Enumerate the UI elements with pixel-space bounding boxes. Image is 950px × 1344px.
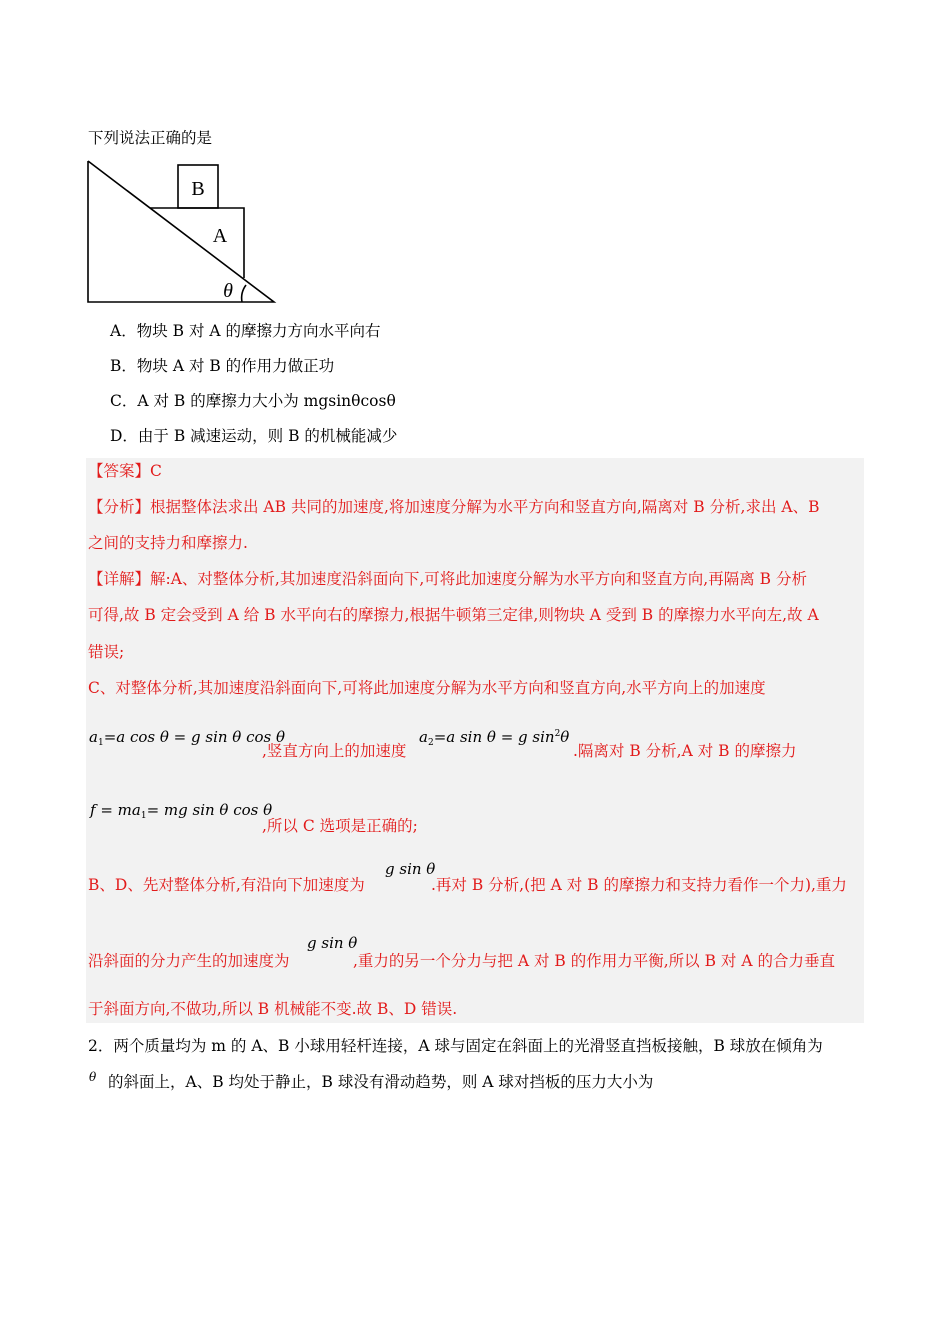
- option-a: A．物块 B 对 A 的摩擦力方向水平向右: [110, 322, 381, 340]
- angle-label: θ: [223, 280, 233, 302]
- block-a-label: A: [212, 225, 228, 247]
- c-text-vertical-acc: ,竖直方向上的加速度: [262, 742, 407, 760]
- bd-line-2a: 沿斜面的分力产生的加速度为: [88, 952, 290, 970]
- answer-line: 【答案】C: [88, 462, 162, 480]
- bd-line-2b: ,重力的另一个分力与把 A 对 B 的作用力平衡,所以 B 对 A 的合力垂直: [353, 952, 835, 970]
- bd-line-3: 于斜面方向,不做功,所以 B 机械能不变.故 B、D 错误.: [88, 1000, 458, 1018]
- formula-a1: $a_1=a$ cos θ = g sin θ cos θ: [89, 728, 286, 748]
- analysis-line-2: 之间的支持力和摩擦力.: [88, 534, 248, 552]
- c-conclusion: ,所以 C 选项是正确的;: [262, 817, 418, 835]
- c-text-friction: .隔离对 B 分析,A 对 B 的摩擦力: [573, 742, 797, 760]
- detail-line-1: 【详解】解:A、对整体分析,其加速度沿斜面向下,可将此加速度分解为水平方向和竖直方向,再隔离 B 分析: [88, 570, 807, 588]
- question-stem: 下列说法正确的是: [88, 129, 213, 147]
- bd-line-1b: .再对 B 分析,(把 A 对 B 的摩擦力和支持力看作一个力),重力: [431, 876, 847, 894]
- formula-gsin-1: g sin θ: [385, 860, 436, 878]
- angle-arc: [242, 285, 246, 302]
- question-2-theta: θ: [89, 1070, 97, 1084]
- detail-line-2: 可得,故 B 定会受到 A 给 B 水平向右的摩擦力,根据牛顿第三定律,则物块 A 受到 B 的摩擦力水平向左,故 A: [88, 606, 819, 624]
- analysis-line-1: 【分析】根据整体法求出 AB 共同的加速度,将加速度分解为水平方向和竖直方向,隔离对 B 分析,求出 A、B: [88, 498, 820, 516]
- formula-a2: $a_2=a$ sin θ = g $\sin^2\theta$: [419, 728, 570, 748]
- incline-figure: [80, 155, 280, 307]
- c-analysis-line-1: C、对整体分析,其加速度沿斜面向下,可将此加速度分解为水平方向和竖直方向,水平方向上的加速度: [88, 679, 766, 697]
- block-b-label: B: [191, 178, 205, 200]
- option-b: B．物块 A 对 B 的作用力做正功: [110, 357, 335, 375]
- option-d: D．由于 B 减速运动，则 B 的机械能减少: [110, 427, 398, 445]
- bd-line-1a: B、D、先对整体分析,有沿向下加速度为: [88, 876, 365, 894]
- formula-friction: $f = ma_1=$ mg sin θ cos θ: [90, 801, 273, 821]
- option-c: C．A 对 B 的摩擦力大小为 mgsinθcosθ: [110, 392, 396, 410]
- formula-gsin-2: g sin θ: [307, 934, 358, 952]
- question-2-line-2: 的斜面上，A、B 均处于静止，B 球没有滑动趋势，则 A 球对挡板的压力大小为: [108, 1073, 654, 1091]
- detail-line-3: 错误;: [88, 643, 125, 661]
- incline-triangle: [88, 161, 274, 302]
- question-2-line-1: 2．两个质量均为 m 的 A、B 小球用轻杆连接，A 球与固定在斜面上的光滑竖直挡板接触，B 球放在倾角为: [88, 1037, 823, 1055]
